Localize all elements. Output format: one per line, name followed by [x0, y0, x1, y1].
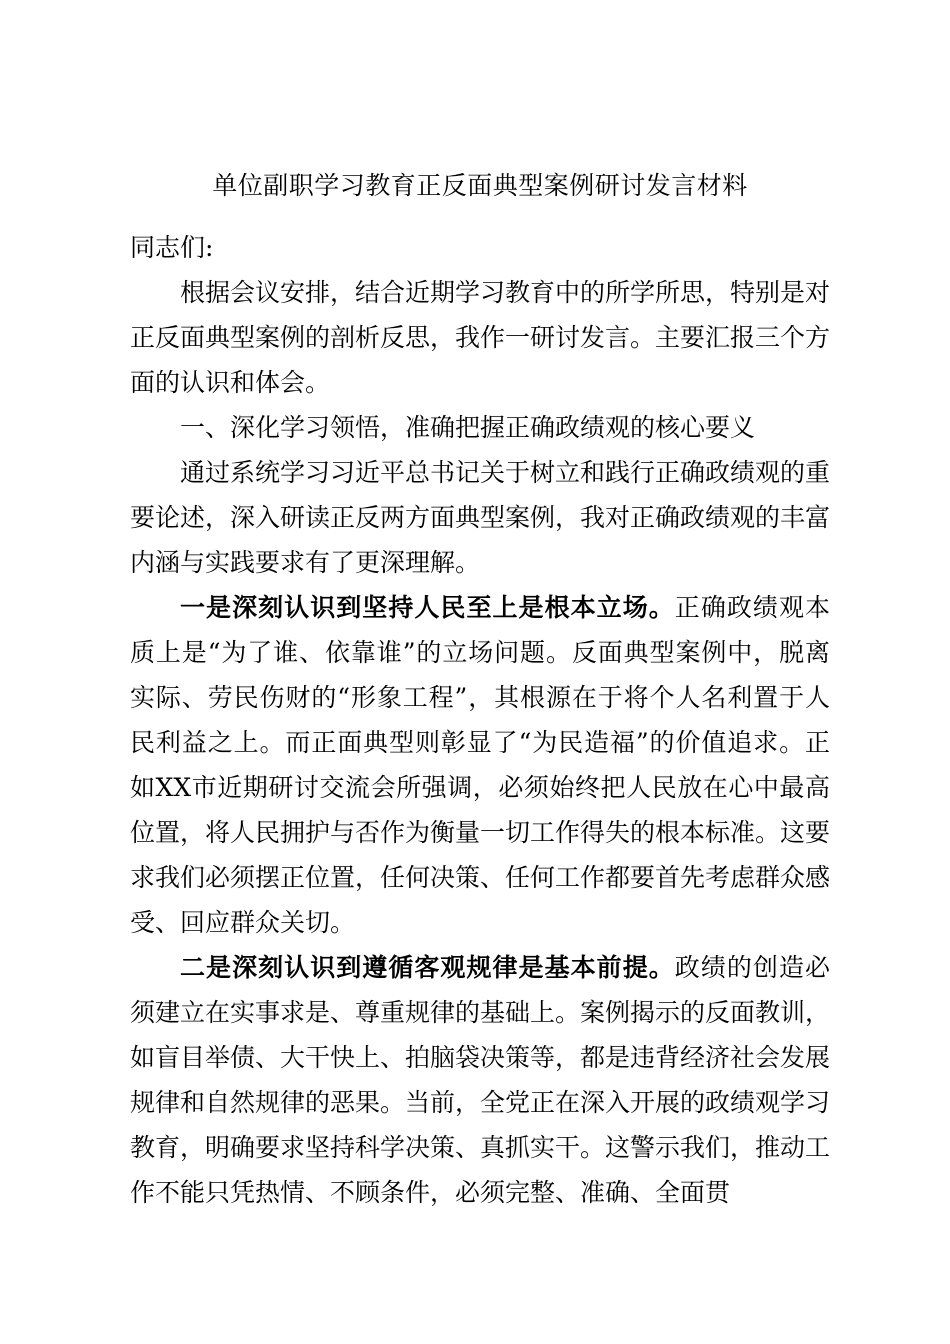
- salutation: 同志们:: [130, 233, 214, 262]
- point-lead-1: 一是深刻认识到坚持人民至上是根本立场。: [180, 593, 675, 622]
- document-body: [130, 225, 830, 1215]
- point-paragraph-1: [130, 585, 830, 945]
- section-heading: 一、深化学习领悟，准确把握正确政绩观的核心要义: [180, 413, 756, 442]
- point-lead-2: 二是深刻认识到遵循客观规律是基本前提。: [180, 953, 675, 982]
- point-paragraph-2: [130, 945, 830, 1215]
- point-text-1: 正确政绩观本质上是“为了谁、依靠谁”的立场问题。反面典型案例中，脱离实际、劳民伤财的“形象工程”，其根源在于将个人名利置于人民利益之上。而正面典型则彰显了“为民造福”的价值追求。正如XX市近期研讨交流会所强调，必须始终把人民放在心中最高位置，将人民拥护与否作为衡量一切工作得失的根本标准。这要求我们必须摆正位置，任何决策、任何工作都要首先考虑群众感受、回应群众关切。: [130, 593, 831, 937]
- section-intro-paragraph: 通过系统学习习近平总书记关于树立和践行正确政绩观的重要论述，深入研读正反两方面典型案例，我对正确政绩观的丰富内涵与实践要求有了更深理解。: [130, 458, 831, 577]
- document-title: 单位副职学习教育正反面典型案例研讨发言材料: [212, 171, 748, 200]
- point-text-2: 政绩的创造必须建立在实事求是、尊重规律的基础上。案例揭示的反面教训，如盲目举债、大干快上、拍脑袋决策等，都是违背经济社会发展规律和自然规律的恶果。当前，全党正在深入开展的政绩观学习教育，明确要求坚持科学决策、真抓实干。这警示我们，推动工作不能只凭热情、不顾条件，必须完整、准确、全面贯: [130, 953, 831, 1207]
- intro-paragraph: 根据会议安排，结合近期学习教育中的所学所思，特别是对正反面典型案例的剖析反思，我作一研讨发言。主要汇报三个方面的认识和体会。: [130, 278, 831, 397]
